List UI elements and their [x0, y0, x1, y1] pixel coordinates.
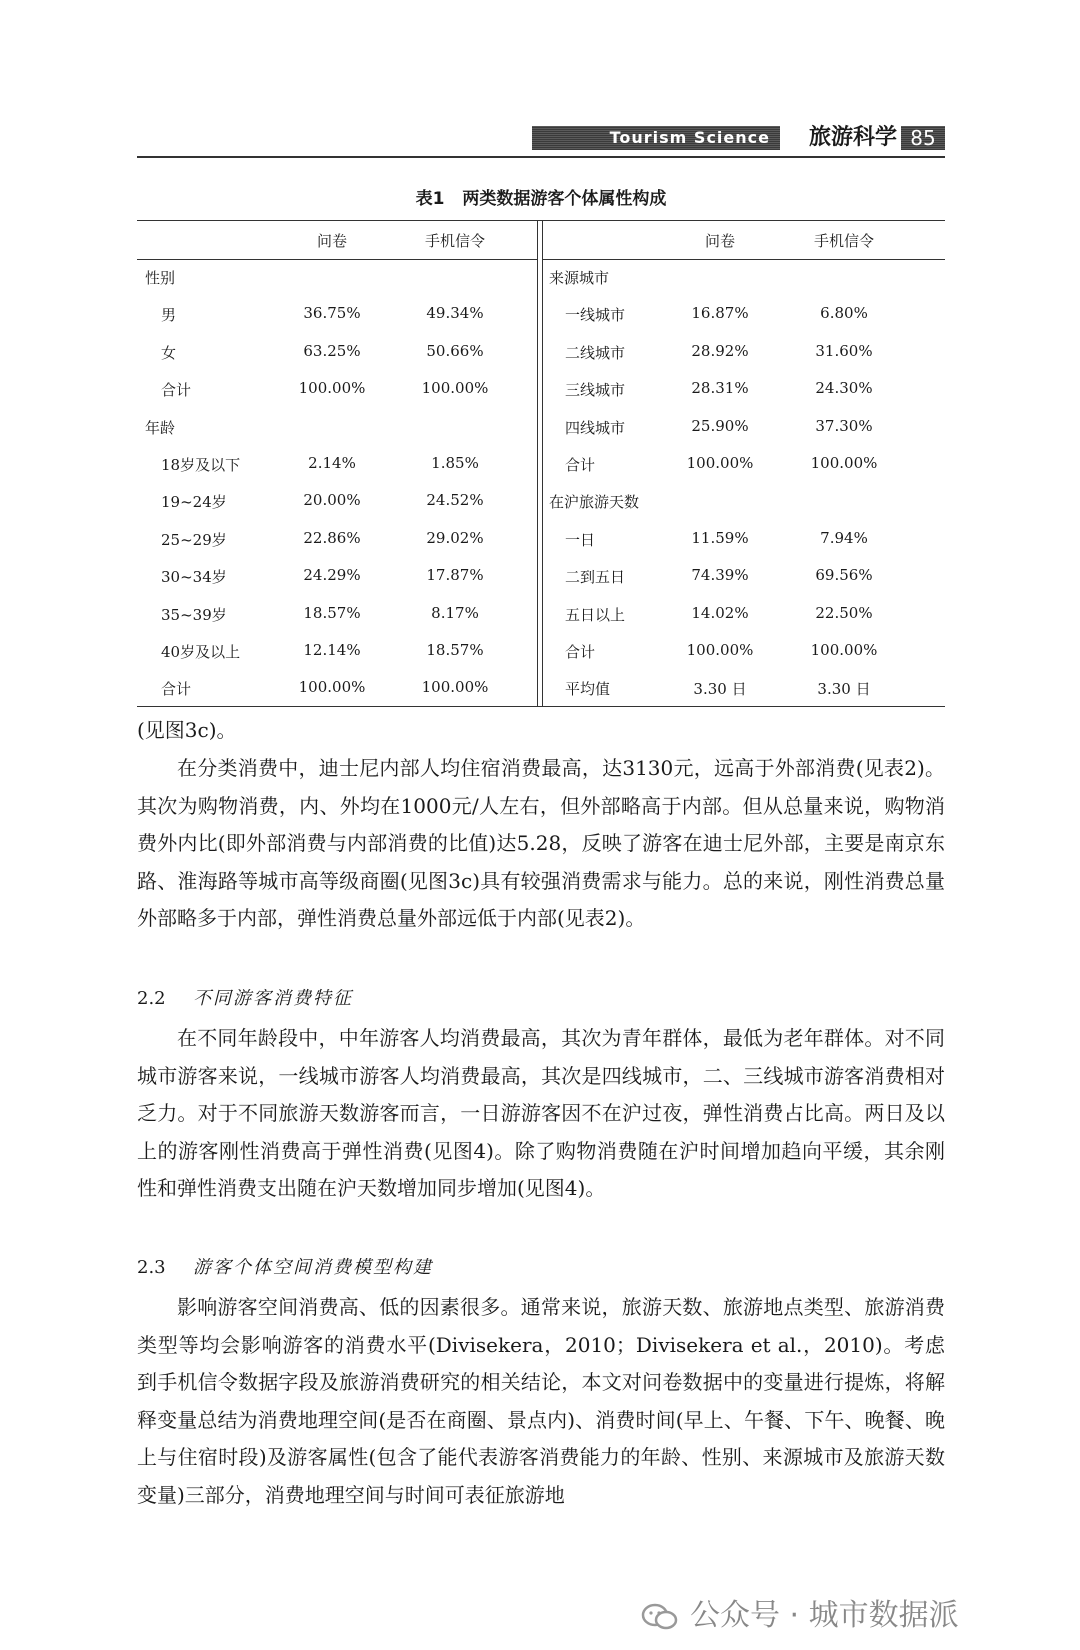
cell-questionnaire: 36.75% — [303, 304, 361, 323]
table-caption — [137, 184, 945, 209]
table-row — [543, 259, 943, 296]
table-title: 两类数据游客个体属性构成 — [462, 189, 667, 209]
row-label: 男 — [161, 306, 177, 325]
table-row — [543, 596, 943, 633]
section-2-3-heading — [137, 1253, 433, 1279]
cell-mobile-signal: 8.17% — [431, 603, 479, 622]
table-number: 表1 — [415, 189, 445, 209]
table-row — [543, 409, 943, 446]
cell-questionnaire: 63.25% — [303, 341, 361, 360]
cell-questionnaire: 16.87% — [691, 304, 749, 323]
page-number: 85 — [901, 126, 945, 150]
cell-mobile-signal: 6.80% — [820, 304, 868, 323]
table-row — [137, 558, 537, 595]
cell-questionnaire: 20.00% — [303, 491, 361, 510]
cell-mobile-signal: 50.66% — [426, 341, 484, 360]
cell-mobile-signal: 7.94% — [820, 528, 868, 547]
cell-mobile-signal: 1.85% — [431, 454, 479, 472]
watermark — [640, 1590, 959, 1634]
row-label: 二到五日 — [565, 568, 626, 587]
cell-mobile-signal: 31.60% — [815, 341, 873, 360]
cell-questionnaire: 74.39% — [691, 566, 749, 585]
section-number: 2.3 — [137, 1257, 166, 1278]
cell-questionnaire: 100.00% — [686, 454, 754, 472]
paragraph-3: 影响游客空间消费高、低的因素很多。通常来说，旅游天数、旅游地点类型、旅游消费类型等均会影响游客的消费水平(Divisekera，2010；Divisekera et al.，2010)。考虑到手机信令数据字段及旅游消费研究的相关结论，本文对问卷数据中的变量进行提炼，将解释变量总结为消费地理空间(是否在商圈、景点内)、消费时间(早上、午餐、下午、晚餐、晚上与住宿时段)及游客属性(包含了能代表游客消费能力的年龄、性别、来源城市及旅游天数变量)三部分，消费地理空间与时间可表征旅游地 — [137, 1295, 945, 1507]
row-label: 在沪旅游天数 — [549, 493, 640, 512]
row-label: 合计 — [161, 381, 192, 400]
table-row — [137, 670, 537, 707]
table-row — [137, 446, 537, 483]
cell-questionnaire: 14.02% — [691, 603, 749, 622]
cell-questionnaire: 11.59% — [691, 528, 749, 547]
section-title: 游客个体空间消费模型构建 — [193, 1257, 433, 1278]
row-label: 40岁及以上 — [161, 643, 241, 661]
row-label: 25~29岁 — [161, 530, 227, 549]
cell-mobile-signal: 24.30% — [815, 379, 873, 398]
cell-questionnaire: 100.00% — [686, 641, 754, 659]
section-title: 不同游客消费特征 — [193, 988, 353, 1009]
row-label: 女 — [161, 343, 177, 362]
cell-mobile-signal: 17.87% — [426, 566, 484, 585]
table-row — [137, 296, 537, 333]
cell-questionnaire: 18.57% — [303, 603, 361, 622]
table-row — [137, 371, 537, 408]
attribute-table — [137, 220, 945, 707]
row-label: 平均值 — [565, 680, 611, 699]
cell-questionnaire: 22.86% — [303, 528, 361, 547]
table-row — [543, 371, 943, 408]
cell-mobile-signal: 100.00% — [810, 641, 878, 659]
row-label: 合计 — [565, 456, 596, 474]
table-row — [543, 296, 943, 333]
cell-questionnaire: 28.31% — [691, 379, 749, 398]
table-row — [137, 596, 537, 633]
table-row — [543, 334, 943, 371]
paragraph-continuation: (见图3c)。 — [137, 718, 237, 742]
cell-questionnaire: 100.00% — [298, 678, 366, 697]
cell-questionnaire: 12.14% — [303, 641, 361, 659]
cell-questionnaire: 25.90% — [691, 416, 749, 435]
table-row — [137, 334, 537, 371]
table-row — [543, 446, 943, 483]
cell-questionnaire: 2.14% — [308, 454, 356, 472]
table-row — [137, 259, 537, 296]
cell-questionnaire: 28.92% — [691, 341, 749, 360]
journal-name-cn: 旅游科学 — [808, 124, 897, 150]
cell-mobile-signal: 49.34% — [426, 304, 484, 323]
row-label: 年龄 — [145, 418, 176, 437]
table-row — [137, 521, 537, 558]
table-row — [543, 633, 943, 670]
row-label: 30~34岁 — [161, 568, 227, 587]
row-label: 19~24岁 — [161, 493, 227, 512]
row-label: 18岁及以下 — [161, 456, 241, 474]
col-header-mobile-signal: 手机信令 — [424, 232, 485, 250]
wechat-icon — [640, 1602, 680, 1632]
row-label: 一日 — [565, 530, 596, 549]
table-row — [137, 409, 537, 446]
row-label: 五日以上 — [565, 605, 626, 624]
cell-questionnaire: 3.30 日 — [693, 680, 747, 699]
row-label: 四线城市 — [565, 418, 626, 437]
cell-mobile-signal: 24.52% — [426, 491, 484, 510]
cell-mobile-signal: 100.00% — [421, 379, 489, 398]
cell-mobile-signal: 100.00% — [421, 678, 489, 697]
cell-mobile-signal: 37.30% — [815, 416, 873, 435]
cell-questionnaire: 100.00% — [298, 379, 366, 398]
cell-questionnaire: 24.29% — [303, 566, 361, 585]
section-2-2-heading — [137, 984, 353, 1010]
cell-mobile-signal: 69.56% — [815, 566, 873, 585]
table-row — [543, 521, 943, 558]
paragraph-1: 在分类消费中，迪士尼内部人均住宿消费最高，达3130元，远高于外部消费(见表2)。其次为购物消费，内、外均在1000元/人左右，但外部略高于内部。但从总量来说，购物消费外内比(即外部消费与内部消费的比值)达5.28，反映了游客在迪士尼外部，主要是南京东路、淮海路等城市高等级商圈(见图3c)具有较强消费需求与能力。总的来说，刚性消费总量外部略多于内部，弹性消费总量外部远低于内部(见表2)。 — [137, 756, 945, 930]
left-column-header — [137, 221, 537, 260]
cell-mobile-signal: 100.00% — [810, 454, 878, 472]
row-label: 35~39岁 — [161, 605, 227, 624]
row-label: 三线城市 — [565, 381, 626, 400]
running-header — [137, 122, 945, 158]
cell-mobile-signal: 3.30 日 — [817, 680, 871, 699]
row-label: 合计 — [161, 680, 192, 699]
watermark-text: 公众号 · 城市数据派 — [690, 1598, 959, 1633]
col-header-questionnaire: 问卷 — [704, 232, 735, 250]
table-row — [543, 483, 943, 520]
col-header-mobile-signal: 手机信令 — [813, 232, 874, 250]
cell-mobile-signal: 18.57% — [426, 641, 484, 659]
right-column-header — [543, 221, 945, 260]
row-label: 性别 — [145, 269, 176, 287]
row-label: 一线城市 — [565, 306, 626, 325]
cell-mobile-signal: 29.02% — [426, 528, 484, 547]
col-header-questionnaire: 问卷 — [316, 232, 347, 250]
journal-name-en: Tourism Science — [532, 126, 780, 150]
row-label: 二线城市 — [565, 343, 626, 362]
row-label: 来源城市 — [549, 269, 610, 287]
cell-mobile-signal: 22.50% — [815, 603, 873, 622]
paragraph-2: 在不同年龄段中，中年游客人均消费最高，其次为青年群体，最低为老年群体。对不同城市游客来说，一线城市游客人均消费最高，其次是四线城市，二、三线城市游客消费相对乏力。对于不同旅游天数游客而言，一日游游客因不在沪过夜，弹性消费占比高。两日及以上的游客刚性消费高于弹性消费(见图4)。除了购物消费随在沪时间增加趋向平缓，其余刚性和弹性消费支出随在沪天数增加同步增加(见图4)。 — [137, 1026, 945, 1200]
row-label: 合计 — [565, 643, 596, 661]
section-number: 2.2 — [137, 988, 166, 1009]
table-row — [137, 483, 537, 520]
table-row — [543, 558, 943, 595]
table-row — [137, 633, 537, 670]
table-row — [543, 670, 943, 707]
